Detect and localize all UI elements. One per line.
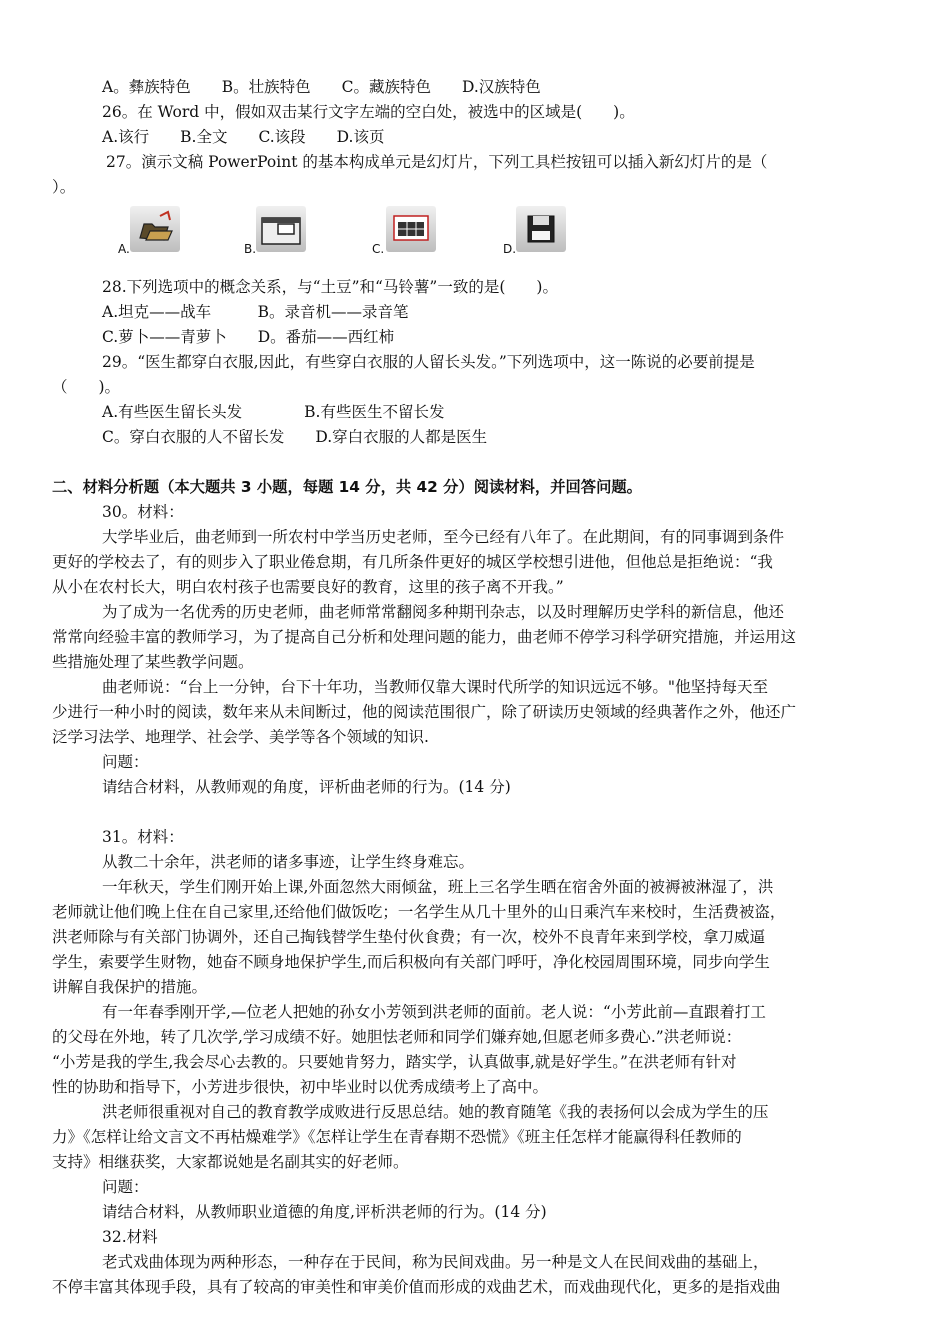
q28-options-2: C.萝卜——青萝卜 D。番茄——西红柿 bbox=[102, 328, 395, 346]
q30-question: 请结合材料，从教师观的角度，评析曲老师的行为。(14 分) bbox=[102, 778, 511, 796]
new-slide-icon bbox=[256, 206, 306, 252]
q31-p4-line-1: 洪老师很重视对自己的教育教学成败进行反思总结。她的教育随笔《我的表扬何以会成为学生的压 bbox=[102, 1103, 769, 1121]
q31-p2-line-4: 学生，索要学生财物，她奋不顾身地保护学生,而后积极向有关部门呼吁，净化校园周围环境，同步向学生 bbox=[52, 953, 770, 971]
q30-p2-line-2: 常常向经验丰富的教师学习，为了提高自己分析和处理问题的能力，曲老师不停学习科学研究措施，并运用这 bbox=[52, 628, 797, 646]
q31-p2-line-3: 洪老师除与有关部门协调外，还自己掏钱替学生垫付伙食费；有一次，校外不良青年来到学校，拿刀威逼 bbox=[52, 928, 766, 946]
q32-p1-line-2: 不停丰富其体现手段，具有了较高的审美性和审美价值而形成的戏曲艺术，而戏曲现代化，更多的是指戏曲 bbox=[52, 1278, 781, 1296]
q31-p3-line-3: “小芳是我的学生,我会尽心去教的。只要她肯努力，踏实学，认真做事,就是好学生。”在洪老师有针对 bbox=[52, 1053, 737, 1071]
q29-stem-line-1: 29。“医生都穿白衣服,因此，有些穿白衣服的人留长头发。”下列选项中，这一陈说的必要前提是 bbox=[102, 353, 755, 371]
option-label-b: B. bbox=[244, 242, 257, 256]
q30-question-label: 问题： bbox=[102, 753, 149, 771]
q31-p2-line-2: 老师就让他们晚上住在自己家里,还给他们做饭吃；一名学生从几十里外的山日乘汽车来校时，生活费被盗， bbox=[52, 903, 786, 921]
q31-question-label: 问题： bbox=[102, 1178, 149, 1196]
section-2-title: 二、材料分析题（本大题共 3 小题，每题 14 分，共 42 分）阅读材料，并回答问题。 bbox=[52, 478, 642, 496]
q31-p4-line-2: 力》《怎样让给文言文不再枯燥难学》《怎样让学生在青春期不恐慌》《班主任怎样才能赢得科任教师的 bbox=[52, 1128, 742, 1146]
q30-p1-line-2: 更好的学校去了，有的则步入了职业倦怠期，有几所条件更好的城区学校想引进他，但他总是拒绝说：“我 bbox=[52, 553, 773, 571]
q31-p2-line-5: 讲解自我保护的措施。 bbox=[52, 978, 208, 996]
q29-options-2: C。穿白衣服的人不留长发 D.穿白衣服的人都是医生 bbox=[102, 428, 488, 446]
q31-head: 31。材料： bbox=[102, 828, 184, 846]
q31-p3-line-4: 性的协助和指导下，小芳进步很快，初中毕业时以优秀成绩考上了高中。 bbox=[52, 1078, 549, 1096]
save-disk-icon bbox=[516, 206, 566, 252]
option-label-d: D. bbox=[503, 242, 517, 256]
q31-p2-line-1: 一年秋天，学生们刚开始上课,外面忽然大雨倾盆，班上三名学生晒在宿舍外面的被褥被淋湿了，洪 bbox=[102, 878, 774, 896]
q31-question: 请结合材料，从教师职业道德的角度,评析洪老师的行为。(14 分) bbox=[102, 1203, 547, 1221]
q31-p3-line-1: 有一年春季刚开学,—位老人把她的孙女小芳领到洪老师的面前。老人说：“小芳此前—直跟着打工 bbox=[102, 1003, 766, 1021]
q31-p4-line-3: 支持》相继获奖，大家都说她是名副其实的好老师。 bbox=[52, 1153, 409, 1171]
q30-p3-line-3: 泛学习法学、地理学、社会学、美学等各个领域的知识. bbox=[52, 728, 429, 746]
q30-p1-line-3: 从小在农村长大，明白农村孩子也需要良好的教育，这里的孩子离不开我。” bbox=[52, 578, 564, 596]
q26-options: A.该行 B.全文 C.该段 D.该页 bbox=[102, 128, 385, 146]
q30-p1-line-1: 大学毕业后，曲老师到一所农村中学当历史老师，至今已经有八年了。在此期间，有的同事调到条件 bbox=[102, 528, 785, 546]
q32-p1-line-1: 老式戏曲体现为两种形态，一种存在于民间，称为民间戏曲。另一种是文人在民间戏曲的基础上， bbox=[102, 1253, 769, 1271]
q30-p2-line-1: 为了成为一名优秀的历史老师，曲老师常常翻阅多种期刊杂志，以及时理解历史学科的新信息，他还 bbox=[102, 603, 785, 621]
q30-p3-line-1: 曲老师说：“台上一分钟，台下十年功，当教师仅靠大课时代所学的知识远远不够。"他坚持每天至 bbox=[102, 678, 769, 696]
q30-head: 30。材料： bbox=[102, 503, 184, 521]
q30-p3-line-2: 少进行一种小时的阅读，数年来从未间断过，他的阅读范围很广，除了研读历史领域的经典著作之外，他还广 bbox=[52, 703, 797, 721]
q30-p2-line-3: 些措施处理了某些教学问题。 bbox=[52, 653, 254, 671]
q27-stem-line-1: 27。演示文稿 PowerPoint 的基本构成单元是幻灯片，下列工具栏按钮可以插入新幻灯片的是（ bbox=[106, 153, 768, 171]
q28-stem: 28.下列选项中的概念关系，与“土豆”和“马铃薯”一致的是( )。 bbox=[102, 278, 558, 296]
insert-table-icon bbox=[386, 206, 436, 252]
q31-p1: 从教二十余年，洪老师的诸多事迹，让学生终身难忘。 bbox=[102, 853, 475, 871]
option-label-a: A. bbox=[118, 242, 130, 256]
q26-stem: 26。在 Word 中，假如双击某行文字左端的空白处，被选中的区域是( )。 bbox=[102, 103, 635, 121]
q25-options: A。彝族特色 B。壮族特色 C。藏族特色 D.汉族特色 bbox=[102, 78, 541, 96]
q29-stem-line-2: （ )。 bbox=[52, 378, 121, 396]
open-folder-icon bbox=[130, 206, 180, 252]
q29-options-1: A.有些医生留长头发 B.有些医生不留长发 bbox=[102, 403, 445, 421]
option-label-c: C. bbox=[372, 242, 385, 256]
q32-head: 32.材料 bbox=[102, 1228, 158, 1246]
q31-p3-line-2: 的父母在外地，转了几次学,学习成绩不好。她胆怯老师和同学们嫌弃她,但愿老师多费心.”洪老师说： bbox=[52, 1028, 742, 1046]
q27-stem-line-2: ）。 bbox=[52, 178, 76, 196]
q28-options-1: A.坦克——战车 B。录音机——录音笔 bbox=[102, 303, 409, 321]
